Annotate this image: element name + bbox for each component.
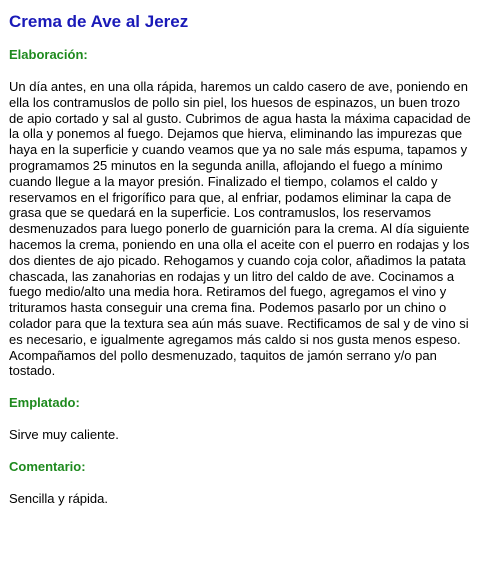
emplatado-text: Sirve muy caliente. bbox=[9, 427, 119, 443]
comentario-text: Sencilla y rápida. bbox=[9, 490, 108, 506]
recipe-title: Crema de Ave al Jerez bbox=[9, 12, 189, 31]
comentario-heading: Comentario: bbox=[9, 458, 86, 474]
elaboracion-heading: Elaboración: bbox=[9, 47, 88, 62]
elaboracion-text: Un día antes, en una olla rápida, haremos un caldo casero de ave, poniendo en ella los contramuslos de pollo sin piel, los huesos de espinazos, un buen trozo de apio cortado y sal al gusto. Cubrimos de agua hasta la máxima capacidad de la olla y ponemos al fuego. Dejamos que hierva, eliminando las impurezas que haya en la superficie y cuando veamos que ya no sale más espuma, tapamos y programamos 25 minutos en la segunda anilla, aflojando el fuego a mínimo cuando llegue a la mayor presión. Finalizado el tiempo, colamos el caldo y reservamos en el frigorífico para que, al enfriar, podamos eliminar la capa de grasa que se quedará en la superficie. Los contramuslos, los reservamos desmenuzados para luego ponerlo de guarnición para la crema. Al día siguiente hacemos la crema, poniendo en una olla el aceite con el puerro en rodajas y los dos dientes de ajo picado. Rehogamos y cuando coja color, añadimos la patata chascada, las zanahorias en rodajas y un litro del caldo de ave. Cocinamos a fuego medio/alto una media hora. Retiramos del fuego, agregamos el vino y trituramos hasta conseguir una crema fina. Podemos pasarlo por un chino o colador para que la textura sea aún más suave. Rectificamos de sal y de vino si es necesario, e igualmente agregamos más caldo si nos gusta menos espeso. Acompañamos del pollo desmenuzado, taquitos de jamón serrano y/o pan tostado. bbox=[9, 79, 471, 379]
emplatado-heading: Emplatado: bbox=[9, 395, 80, 411]
